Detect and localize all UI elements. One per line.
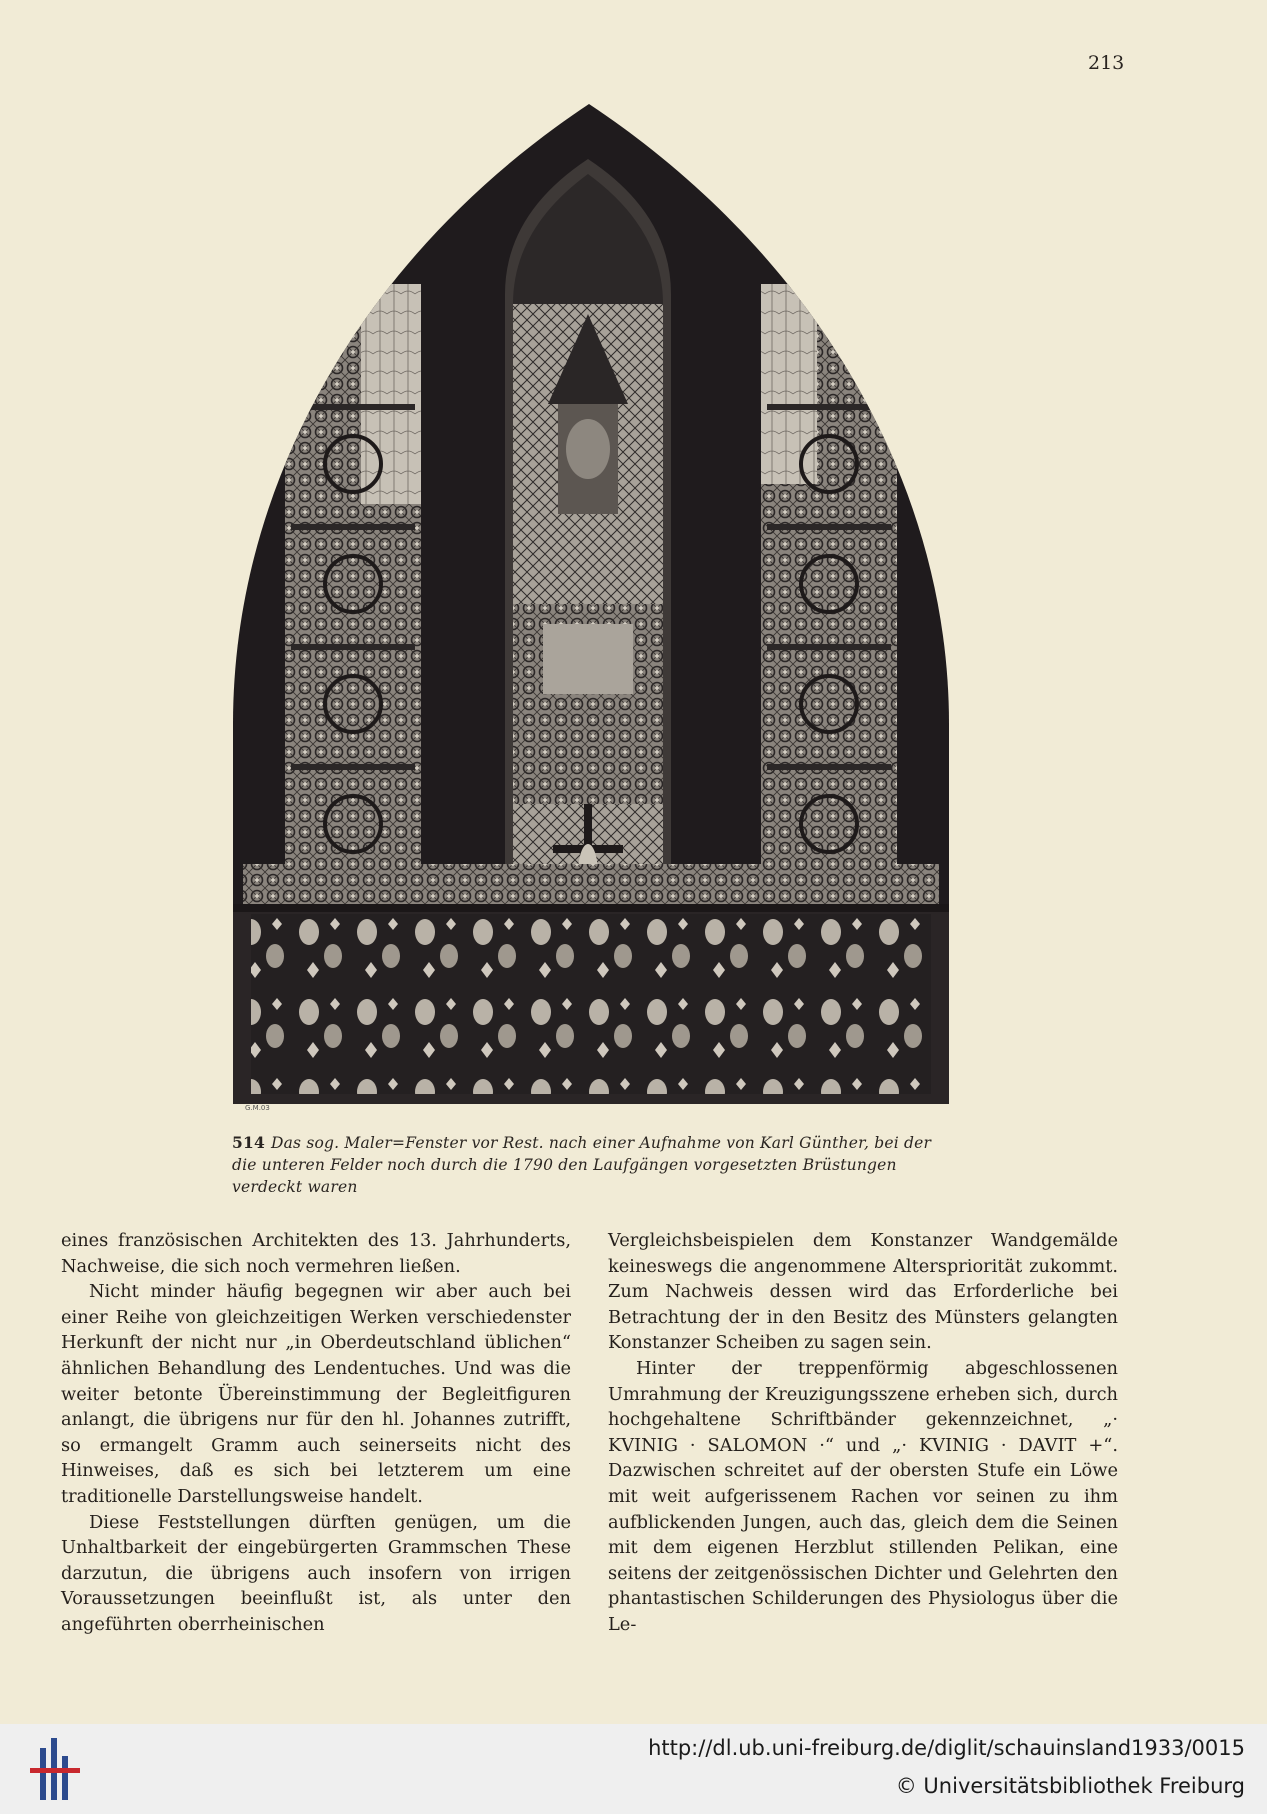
library-footer-bar xyxy=(0,1724,1267,1814)
stained-glass-window-photo xyxy=(233,104,949,1112)
paragraph: Nicht minder häufig begegnen wir aber auch bei einer Reihe von gleichzeitigen Werken verschiedenster Herkunft der nicht nur „in Oberdeutschland üblichen“ ähnlichen Behandlung des Lendentuches. Und was die weiter betonte Übereinstimmung der Begleitfiguren anlangt, die übrigens nur für den hl. Johannes zutrifft, so ermangelt Gramm auch seinerseits nicht des Hinweises, daß es sich bei letzterem um eine traditionelle Darstellungsweise handelt. xyxy=(61,1281,571,1507)
figure-number: 514 xyxy=(232,1133,265,1152)
paragraph: Hinter der treppenförmig abgeschlossenen Umrahmung der Kreuzigungsszene erheben sich, durch hochgehaltene Schriftbänder gekennzeichnet, „· KVINIG · SALOMON ·“ und „· KVINIG · DAVIT +“. Dazwischen schreitet auf der obersten Stufe ein Löwe mit weit aufgerissenem Rachen vor seinen zu ihm aufblickenden Jungen, auch das, gleich dem die Seinen mit dem eigenen Herzblut stillenden Pelikan, eine seitens der zeitgenössischen Dichter und Gelehrten den phantastischen Schilderungen des Physiologus über die Le- xyxy=(608,1357,1118,1635)
source-url-link[interactable]: http://dl.ub.uni-freiburg.de/diglit/schauinsland1933/0015 xyxy=(648,1736,1245,1760)
copyright-notice: © Universitätsbibliothek Freiburg xyxy=(895,1774,1245,1798)
paragraph: Vergleichsbeispielen dem Konstanzer Wandgemälde keineswegs die angenommene Alterspriorität zukommt. Zum Nachweis dessen wird das Erforderliche bei Betrachtung der in den Besitz des Münsters gelangten Konstanzer Scheiben zu sagen sein. xyxy=(608,1230,1118,1354)
text-column-right xyxy=(608,1228,1118,1638)
page-number: 213 xyxy=(1088,52,1125,74)
figure-caption-text: Das sog. Maler=Fenster vor Rest. nach einer Aufnahme von Karl Günther, bei der die unteren Felder noch durch die 1790 den Laufgängen vorgesetzten Brüstungen verdeckt waren xyxy=(232,1134,932,1196)
paragraph: eines französischen Architekten des 13. Jahrhunderts, Nachweise, die sich noch vermehren ließen. xyxy=(61,1230,571,1277)
text-column-left xyxy=(61,1228,571,1638)
paragraph: Diese Feststellungen dürften genügen, um die Unhaltbarkeit der eingebürgerten Grammschen These darzutun, die übrigens auch insofern von irrigen Voraussetzungen beeinflußt ist, als unter den angeführten oberrheinischen xyxy=(61,1511,571,1635)
figure-caption xyxy=(232,1132,952,1198)
ub-freiburg-logo-icon xyxy=(30,1738,80,1800)
photo-signature: G.M.03 xyxy=(245,1104,270,1112)
body-text xyxy=(61,1228,1121,1635)
